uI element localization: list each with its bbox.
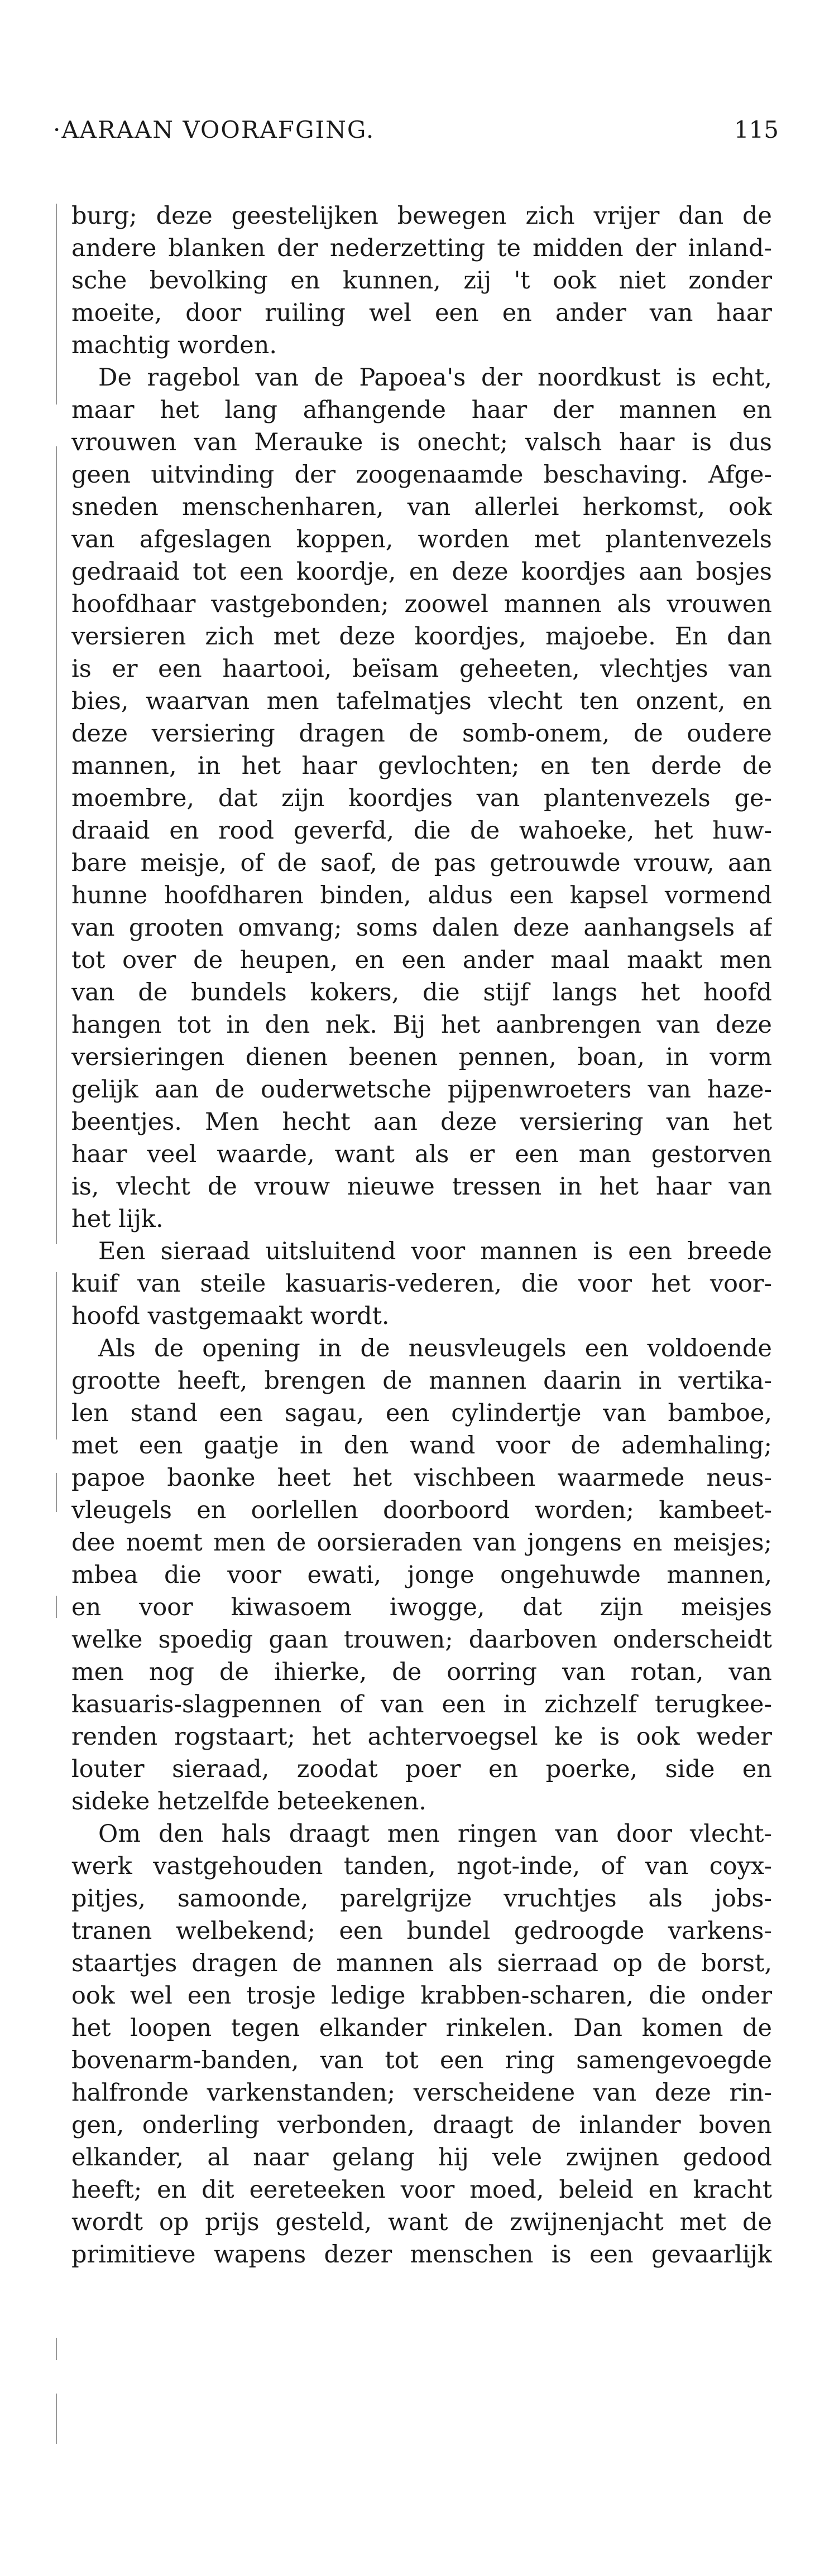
text-line: halfronde varkenstanden; verscheidene van deze rin-: [71, 2079, 772, 2107]
text-line: machtig worden.: [71, 331, 277, 359]
text-line: werk vastgehouden tanden, ngot-inde, of van coyx-: [71, 1852, 772, 1880]
text-line: heeft; en dit eereteeken voor moed, beleid en kracht: [71, 2176, 772, 2204]
text-line: gen, onderling verbonden, draagt de inlander boven: [71, 2111, 772, 2139]
text-line: vleugels en oorlellen doorboord worden; kambeet-: [71, 1496, 772, 1524]
text-line: vrouwen van Merauke is onecht; valsch haar is dus: [71, 428, 772, 456]
text-line: van de bundels kokers, die stijf langs het hoofd: [71, 979, 772, 1007]
text-line: staartjes dragen de mannen als sierraad op de borst,: [71, 1949, 772, 1977]
text-line: sneden menschenharen, van allerlei herkomst, ook: [71, 493, 772, 521]
text-line: is, vlecht de vrouw nieuwe tressen in het haar van: [71, 1173, 772, 1201]
text-line: het lijk.: [71, 1205, 164, 1233]
text-line: mbea die voor ewati, jonge ongehuwde mannen,: [71, 1561, 772, 1589]
text-line: louter sieraad, zoodat poer en poerke, side en: [71, 1755, 772, 1783]
text-line: renden rogstaart; het achtervoegsel ke is ook weder: [71, 1723, 772, 1751]
margin-rule: [56, 446, 57, 1244]
text-line: en voor kiwasoem iwogge, dat zijn meisjes: [71, 1593, 772, 1621]
text-line: bies, waarvan men tafelmatjes vlecht ten onzent, en: [71, 687, 772, 715]
text-line: elkander, al naar gelang hij vele zwijnen gedood: [71, 2144, 772, 2171]
text-line: van afgeslagen koppen, worden met plantenvezels: [71, 526, 772, 553]
text-line: sche bevolking en kunnen, zij 't ook niet zonder: [71, 267, 772, 295]
text-line: hoofd vastgemaakt wordt.: [71, 1302, 390, 1330]
text-line: deze versiering dragen de somb-onem, de oudere: [71, 720, 772, 748]
text-line: grootte heeft, brengen de mannen daarin in vertika-: [71, 1367, 772, 1395]
text-line: primitieve wapens dezer menschen is een gevaarlijk: [71, 2241, 772, 2269]
margin-rule: [56, 204, 57, 405]
text-line: De ragebol van de Papoea's der noordkust is echt,: [98, 364, 772, 392]
text-line: beentjes. Men hecht aan deze versiering van het: [71, 1108, 772, 1136]
text-line: pitjes, samoonde, parelgrijze vruchtjes als jobs-: [71, 1885, 772, 1913]
text-line: Om den hals draagt men ringen van door vlecht-: [98, 1820, 772, 1848]
text-line: kasuaris-slagpennen of van een in zichzelf terugkee-: [71, 1691, 772, 1718]
text-line: andere blanken der nederzetting te midden der inland-: [71, 234, 772, 262]
text-line: geen uitvinding der zoogenaamde beschaving. Afge-: [71, 461, 772, 489]
text-line: dee noemt men de oorsieraden van jongens en meisjes;: [71, 1529, 772, 1557]
page-number: 115: [733, 116, 779, 143]
running-title: ·AARAAN VOORAFGING.: [53, 116, 375, 143]
text-line: men nog de ihierke, de oorring van rotan, van: [71, 1658, 772, 1686]
text-line: draaid en rood geverfd, die de wahoeke, het huw-: [71, 817, 772, 845]
text-line: kuif van steile kasuaris-vederen, die voor het voor-: [71, 1270, 772, 1298]
margin-rule: [56, 1272, 57, 1439]
text-line: Als de opening in de neusvleugels een voldoende: [98, 1335, 772, 1362]
text-line: bare meisje, of de saof, de pas getrouwde vrouw, aan: [71, 849, 772, 877]
text-line: met een gaatje in den wand voor de ademhaling;: [71, 1432, 772, 1460]
text-line: ook wel een trosje ledige krabben-scharen, die onder: [71, 1982, 772, 2010]
text-line: gedraaid tot een koordje, en deze koordjes aan bosjes: [71, 558, 772, 586]
margin-rule: [56, 1473, 57, 1512]
text-line: papoe baonke heet het vischbeen waarmede neus-: [71, 1464, 772, 1492]
margin-rule: [56, 2394, 57, 2444]
text-line: is er een haartooi, beïsam geheeten, vlechtjes van: [71, 655, 772, 683]
text-line: versieringen dienen beenen pennen, boan, in vorm: [71, 1043, 772, 1071]
text-line: Een sieraad uitsluitend voor mannen is een breede: [98, 1238, 772, 1265]
text-line: het loopen tegen elkander rinkelen. Dan komen de: [71, 2014, 772, 2042]
text-line: hangen tot in den nek. Bij het aanbrengen van deze: [71, 1011, 772, 1039]
text-line: moembre, dat zijn koordjes van plantenvezels ge-: [71, 784, 772, 812]
text-line: maar het lang afhangende haar der mannen en: [71, 396, 772, 424]
text-line: bovenarm-banden, van tot een ring samengevoegde: [71, 2047, 772, 2074]
text-line: gelijk aan de ouderwetsche pijpenwroeters van haze-: [71, 1076, 772, 1104]
text-line: burg; deze geestelijken bewegen zich vrijer dan de: [71, 202, 772, 230]
text-line: hunne hoofdharen binden, aldus een kapsel vormend: [71, 882, 772, 909]
text-line: versieren zich met deze koordjes, majoebe. En dan: [71, 623, 772, 651]
text-line: hoofdhaar vastgebonden; zoowel mannen als vrouwen: [71, 590, 772, 618]
margin-rule: [56, 1596, 57, 1618]
text-line: haar veel waarde, want als er een man gestorven: [71, 1140, 772, 1168]
text-line: len stand een sagau, een cylindertje van bamboe,: [71, 1399, 772, 1427]
text-line: van grooten omvang; soms dalen deze aanhangsels af: [71, 914, 772, 942]
text-line: tranen welbekend; een bundel gedroogde varkens-: [71, 1917, 772, 1945]
body-text: [71, 200, 772, 2271]
text-line: sideke hetzelfde beteekenen.: [71, 1788, 426, 1816]
text-line: moeite, door ruiling wel een en ander van haar: [71, 299, 772, 327]
text-line: welke spoedig gaan trouwen; daarboven onderscheidt: [71, 1626, 772, 1654]
text-line: tot over de heupen, en een ander maal maakt men: [71, 946, 772, 974]
margin-rule: [56, 2338, 57, 2360]
running-head: [53, 116, 779, 150]
text-line: wordt op prijs gesteld, want de zwijnenjacht met de: [71, 2208, 772, 2236]
text-line: mannen, in het haar gevlochten; en ten derde de: [71, 752, 772, 780]
